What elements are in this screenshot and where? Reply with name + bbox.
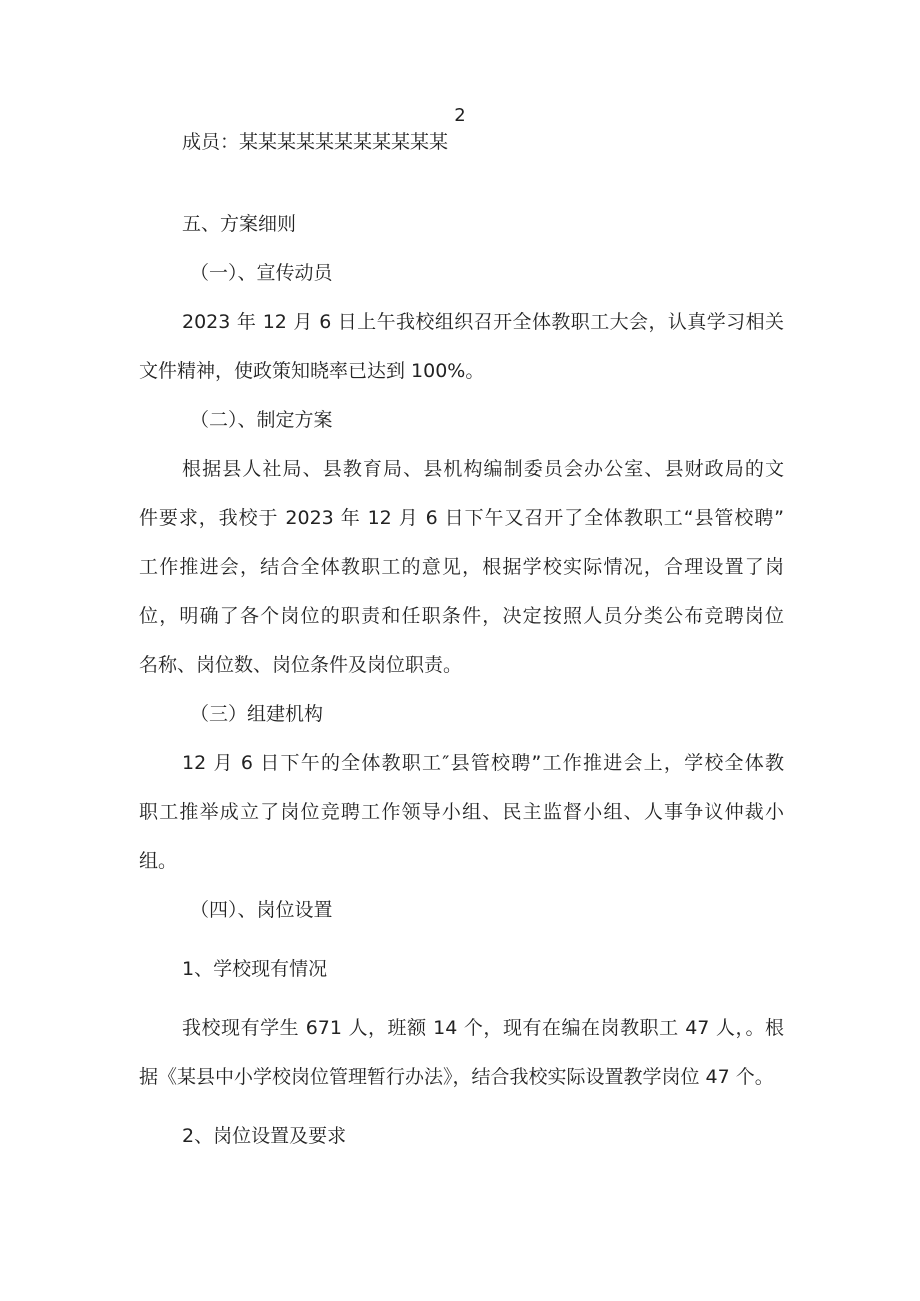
page-number: 2 (454, 105, 466, 126)
item-title-1: 1、学校现有情况 (182, 958, 328, 980)
paragraph-3 (139, 739, 784, 886)
paragraph-line: 组。 (139, 850, 178, 872)
members-line: 成员：某某某某某某某某某某某 (182, 131, 449, 153)
item-title-2: 2、岗位设置及要求 (182, 1125, 347, 1147)
paragraph-line: 我校现有学生 671 人，班额 14 个，现有在编在岗教职工 47 人，。根 (182, 1017, 784, 1039)
subsection-title-1: （一）、宣传动员 (190, 262, 333, 284)
paragraph-line: 位，明确了各个岗位的职责和任职条件，决定按照人员分类公布竞聘岗位 (139, 605, 784, 627)
subsection-title-3: （三）组建机构 (190, 703, 324, 725)
paragraph-line: 据《某县中小学校岗位管理暂行办法》，结合我校实际设置教学岗位 47 个。 (139, 1066, 774, 1088)
paragraph-line: 12 月 6 日下午的全体教职工″县管校聘”工作推进会上，学校全体教 (182, 752, 784, 774)
paragraph-line: 文件精神，使政策知晓率已达到 100%。 (139, 360, 485, 382)
paragraph-line: 2023 年 12 月 6 日上午我校组织召开全体教职工大会，认真学习相关 (182, 311, 784, 333)
paragraph-line: 名称、岗位数、岗位条件及岗位职责。 (139, 654, 463, 676)
paragraph-line: 根据县人社局、县教育局、县机构编制委员会办公室、县财政局的文 (182, 458, 784, 480)
paragraph-line: 职工推举成立了岗位竞聘工作领导小组、民主监督小组、人事争议仲裁小 (139, 801, 784, 823)
document-body (139, 128, 784, 1161)
subsection-title-4: （四）、岗位设置 (190, 899, 333, 921)
paragraph-4 (139, 1004, 784, 1102)
paragraph-1 (139, 298, 784, 396)
paragraph-line: 工作推进会，结合全体教职工的意见，根据学校实际情况，合理设置了岗 (139, 556, 784, 578)
paragraph-line: 件要求，我校于 2023 年 12 月 6 日下午又召开了全体教职工“县管校聘” (139, 507, 784, 529)
paragraph-2 (139, 445, 784, 690)
subsection-title-2: （二）、制定方案 (190, 409, 333, 431)
section-title: 五、方案细则 (182, 213, 297, 235)
